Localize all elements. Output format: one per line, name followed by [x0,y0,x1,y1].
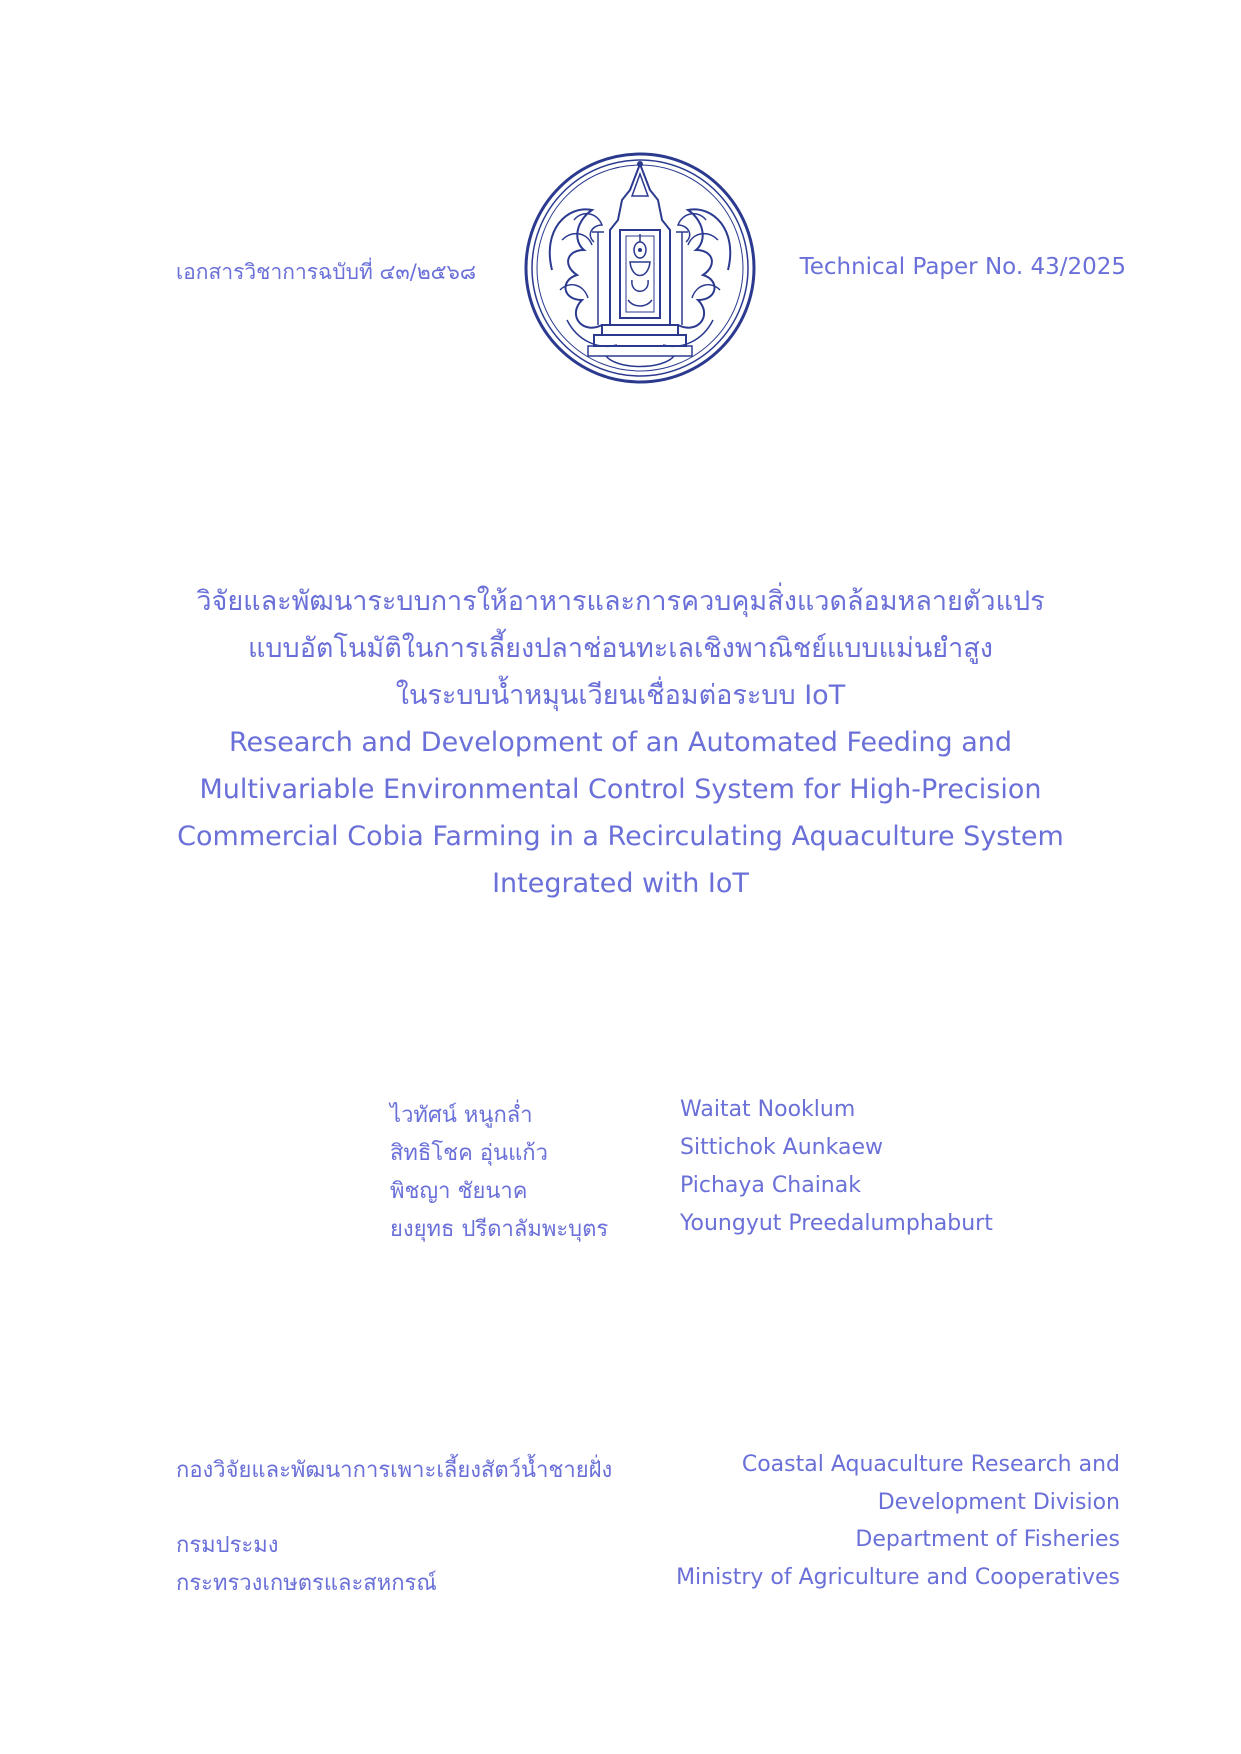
org-ministry-thai: กระทรวงเกษตรและสหกรณ์ [176,1571,437,1596]
author-list [390,1097,1030,1249]
author-name-english: Pichaya Chainak [680,1173,861,1198]
document-number-thai: เอกสารวิชาการฉบับที่ ๔๓/๒๕๖๘ [176,260,477,284]
org-division-thai: กองวิจัยและพัฒนาการเพาะเลี้ยงสัตว์น้ำชายฝั่ง [176,1458,613,1483]
title-english-line-2: Multivariable Environmental Control System for High-Precision [199,774,1042,805]
title-english-line-4: Integrated with IoT [492,868,749,899]
author-row [390,1173,1030,1211]
title-english-line-3: Commercial Cobia Farming in a Recirculating Aquaculture System [177,821,1064,852]
org-department-english: Department of Fisheries [855,1527,1120,1552]
title-english-line-1: Research and Development of an Automated Feeding and [229,727,1012,758]
org-division-english-line-2: Development Division [877,1490,1120,1515]
author-name-thai: ไวทัศน์ หนูกล่ำ [390,1103,533,1128]
author-name-thai: ยงยุทธ ปรีดาลัมพะบุตร [390,1217,609,1242]
author-name-english: Waitat Nooklum [680,1097,856,1122]
author-name-english: Sittichok Aunkaew [680,1135,883,1160]
org-ministry-english: Ministry of Agriculture and Cooperatives [676,1565,1120,1590]
department-seal-icon [522,150,758,390]
author-row [390,1135,1030,1173]
title-thai-line-1: วิจัยและพัฒนาระบบการให้อาหารและการควบคุมสิ่งแวดล้อมหลายตัวแปร [196,586,1045,617]
author-name-english: Youngyut Preedalumphaburt [680,1211,993,1236]
title-block [140,578,1101,907]
document-number-english: Technical Paper No. 43/2025 [799,254,1126,280]
author-name-thai: สิทธิโชค อุ่นแก้ว [390,1141,548,1166]
author-row [390,1211,1030,1249]
org-division-english-line-1: Coastal Aquaculture Research and [741,1452,1120,1477]
author-row [390,1097,1030,1135]
org-department-thai: กรมประมง [176,1533,279,1558]
title-thai-line-2: แบบอัตโนมัติในการเลี้ยงปลาช่อนทะเลเชิงพาณิชย์แบบแม่นยำสูง [248,633,993,664]
author-name-thai: พิชญา ชัยนาค [390,1179,528,1204]
title-thai-line-3: ในระบบน้ำหมุนเวียนเชื่อมต่อระบบ IoT [395,680,846,711]
